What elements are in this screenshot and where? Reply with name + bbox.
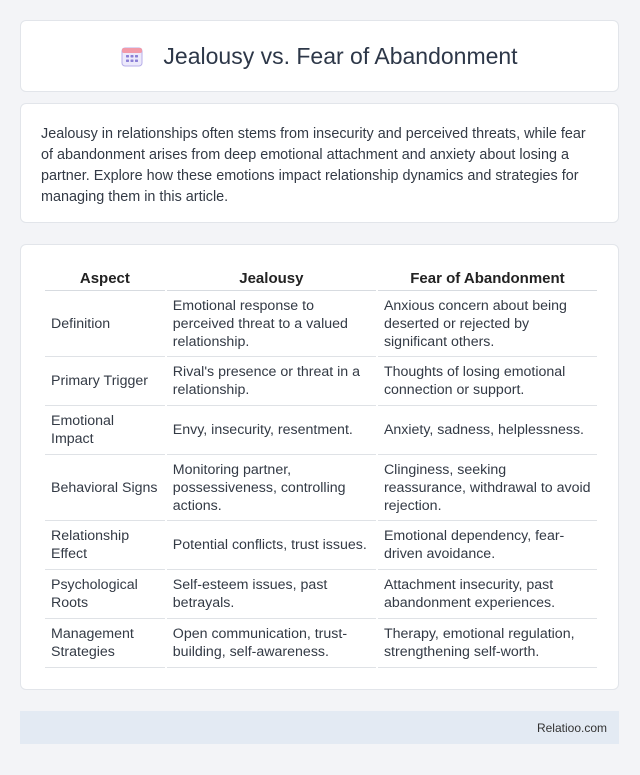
row-aspect: Primary Trigger [45,357,165,406]
footer-brand[interactable]: Relatioo.com [536,720,607,735]
table-row [45,619,597,668]
title-card [20,20,619,92]
row-jealousy: Rival's presence or threat in a relationship. [167,357,376,406]
row-fear: Attachment insecurity, past abandonment experiences. [378,570,597,619]
table-row [45,406,597,455]
table-row [45,291,597,357]
intro-card [20,103,619,223]
row-jealousy: Potential conflicts, trust issues. [167,521,376,570]
table-header-row [45,265,597,291]
row-aspect: Behavioral Signs [45,455,165,521]
row-fear: Anxiety, sadness, helplessness. [378,406,597,455]
row-jealousy: Open communication, trust-building, self-awareness. [167,619,376,668]
comparison-card [20,244,619,690]
row-jealousy: Envy, insecurity, resentment. [167,406,376,455]
comparison-table [43,265,599,668]
row-jealousy: Monitoring partner, possessiveness, controlling actions. [167,455,376,521]
table-row [45,357,597,406]
row-aspect: Emotional Impact [45,406,165,455]
row-fear: Thoughts of losing emotional connection or support. [378,357,597,406]
row-jealousy: Emotional response to perceived threat to a valued relationship. [167,291,376,357]
table-row [45,570,597,619]
table-row [45,455,597,521]
column-header-aspect: Aspect [45,265,165,291]
calendar-icon [121,45,143,67]
row-aspect: Definition [45,291,165,357]
footer [20,711,619,744]
row-fear: Therapy, emotional regulation, strengthening self-worth. [378,619,597,668]
row-jealousy: Self-esteem issues, past betrayals. [167,570,376,619]
row-aspect: Management Strategies [45,619,165,668]
row-aspect: Relationship Effect [45,521,165,570]
row-fear: Anxious concern about being deserted or rejected by significant others. [378,291,597,357]
page-title: Jealousy vs. Fear of Abandonment [163,42,518,69]
row-aspect: Psychological Roots [45,570,165,619]
table-row [45,521,597,570]
intro-paragraph: Jealousy in relationships often stems from insecurity and perceived threats, while fear of abandonment arises from deep emotional attachment and anxiety about losing a partner. Explore how these emotions impact relationship dynamics and strategies for managing them in this article. [41,126,586,205]
row-fear: Clinginess, seeking reassurance, withdrawal to avoid rejection. [378,455,597,521]
column-header-jealousy: Jealousy [167,265,376,291]
column-header-fear: Fear of Abandonment [378,265,597,291]
row-fear: Emotional dependency, fear-driven avoidance. [378,521,597,570]
